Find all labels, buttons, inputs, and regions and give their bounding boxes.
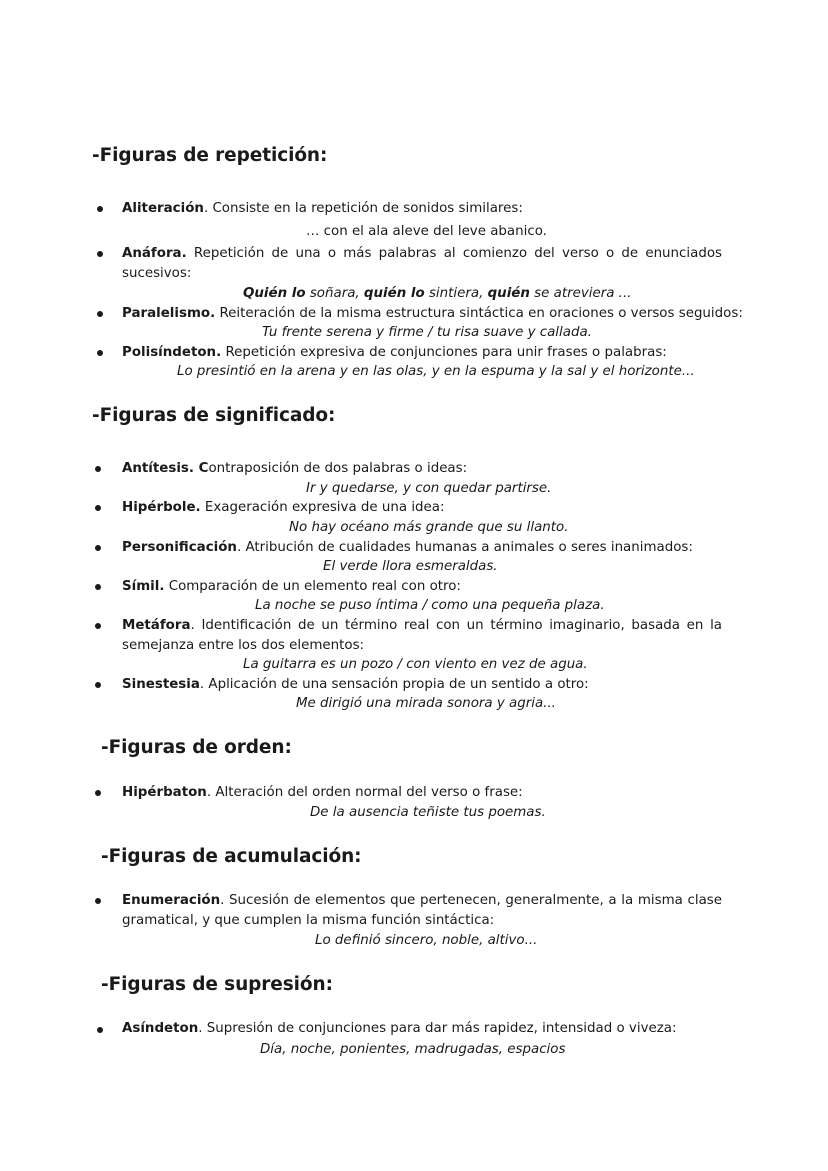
definition-continuation: semejanza entre los dos elementos: xyxy=(122,638,365,653)
item-personificacion xyxy=(122,540,693,555)
heading-figuras-repeticion: -Figuras de repetición: xyxy=(92,145,328,166)
definition: . Sucesión de elementos que pertenecen, generalmente, a la misma clase xyxy=(220,893,722,908)
term: Antítesis. C xyxy=(122,461,209,476)
bullet xyxy=(95,623,101,629)
definition: . Alteración del orden normal del verso o frase: xyxy=(206,785,523,800)
example-paralelismo: Tu frente serena y firme / tu risa suave y callada. xyxy=(262,325,592,340)
item-sinestesia xyxy=(122,677,589,692)
heading-figuras-significado: -Figuras de significado: xyxy=(92,405,336,426)
term: Símil. xyxy=(122,579,165,594)
bullet xyxy=(95,545,101,551)
definition: Reiteración de la misma estructura sintáctica en oraciones o versos seguidos: xyxy=(215,306,743,321)
definition: . Aplicación de una sensación propia de un sentido a otro: xyxy=(199,677,589,692)
term: Enumeración xyxy=(122,893,221,908)
term: Aliteración xyxy=(122,201,204,216)
term: Paralelismo. xyxy=(122,306,216,321)
emphasis: quién xyxy=(487,286,530,301)
example-asindeton: Día, noche, ponientes, madrugadas, espacios xyxy=(260,1042,566,1057)
definition-continuation: gramatical, y que cumplen la misma función sintáctica: xyxy=(122,913,495,928)
item-antitesis xyxy=(122,461,467,476)
bullet xyxy=(97,206,103,212)
heading-figuras-orden: -Figuras de orden: xyxy=(101,737,292,758)
example-metafora: La guitarra es un pozo / con viento en vez de agua. xyxy=(243,657,588,672)
example-polisindeton: Lo presintió en la arena y en las olas, y en la espuma y la sal y el horizonte... xyxy=(177,364,695,379)
definition: . Supresión de conjunciones para dar más rapidez, intensidad o viveza: xyxy=(198,1021,677,1036)
example-hiperbole: No hay océano más grande que su llanto. xyxy=(289,520,569,535)
example-simil: La noche se puso íntima / como una pequeña plaza. xyxy=(255,598,605,613)
item-asindeton xyxy=(122,1021,677,1036)
emphasis: quién lo xyxy=(363,286,425,301)
term: Hipérbaton xyxy=(122,785,207,800)
item-metafora xyxy=(122,618,722,633)
term: Metáfora xyxy=(122,618,191,633)
text: soñara, xyxy=(305,286,364,301)
heading-figuras-acumulacion: -Figuras de acumulación: xyxy=(101,846,362,867)
bullet xyxy=(97,1027,103,1033)
definition: Repetición expresiva de conjunciones para unir frases o palabras: xyxy=(221,345,667,360)
example-sinestesia: Me dirigió una mirada sonora y agria... xyxy=(296,696,556,711)
example-anafora xyxy=(243,286,631,301)
term: Sinestesia xyxy=(122,677,200,692)
bullet xyxy=(97,311,103,317)
item-simil xyxy=(122,579,461,594)
heading-figuras-supresion: -Figuras de supresión: xyxy=(101,974,333,995)
item-aliteracion xyxy=(122,201,523,216)
example-antitesis: Ir y quedarse, y con quedar partirse. xyxy=(306,481,552,496)
example-hiperbaton: De la ausencia teñiste tus poemas. xyxy=(310,805,546,820)
emphasis: Quién lo xyxy=(243,286,306,301)
example-personificacion: El verde llora esmeraldas. xyxy=(323,559,498,574)
text: se atreviera ... xyxy=(529,286,632,301)
item-enumeracion xyxy=(122,893,722,908)
text: sintiera, xyxy=(424,286,488,301)
term: Polisíndeton. xyxy=(122,345,222,360)
bullet xyxy=(95,466,101,472)
definition: Repetición de una o más palabras al comienzo del verso o de enunciados xyxy=(186,246,722,261)
definition-continuation: sucesivos: xyxy=(122,266,192,281)
item-anafora xyxy=(122,246,722,261)
definition: ontraposición de dos palabras o ideas: xyxy=(208,461,468,476)
item-hiperbole xyxy=(122,500,445,515)
term: Anáfora. xyxy=(122,246,187,261)
definition: . Consiste en la repetición de sonidos similares: xyxy=(203,201,523,216)
term: Hipérbole. xyxy=(122,500,201,515)
item-hiperbaton xyxy=(122,785,523,800)
item-paralelismo xyxy=(122,306,743,321)
definition: . Identificación de un término real con un término imaginario, basada en la xyxy=(190,618,722,633)
bullet xyxy=(95,682,101,688)
example-aliteracion: … con el ala aleve del leve abanico. xyxy=(306,224,547,239)
definition: Comparación de un elemento real con otro: xyxy=(164,579,461,594)
bullet xyxy=(97,350,103,356)
definition: . Atribución de cualidades humanas a animales o seres inanimados: xyxy=(236,540,693,555)
bullet xyxy=(95,584,101,590)
term: Personificación xyxy=(122,540,237,555)
bullet xyxy=(97,251,103,257)
example-enumeracion: Lo definió sincero, noble, altivo... xyxy=(315,933,538,948)
bullet xyxy=(95,505,101,511)
item-polisindeton xyxy=(122,345,667,360)
term: Asíndeton xyxy=(122,1021,199,1036)
definition: Exageración expresiva de una idea: xyxy=(200,500,445,515)
bullet xyxy=(95,790,101,796)
bullet xyxy=(95,898,101,904)
